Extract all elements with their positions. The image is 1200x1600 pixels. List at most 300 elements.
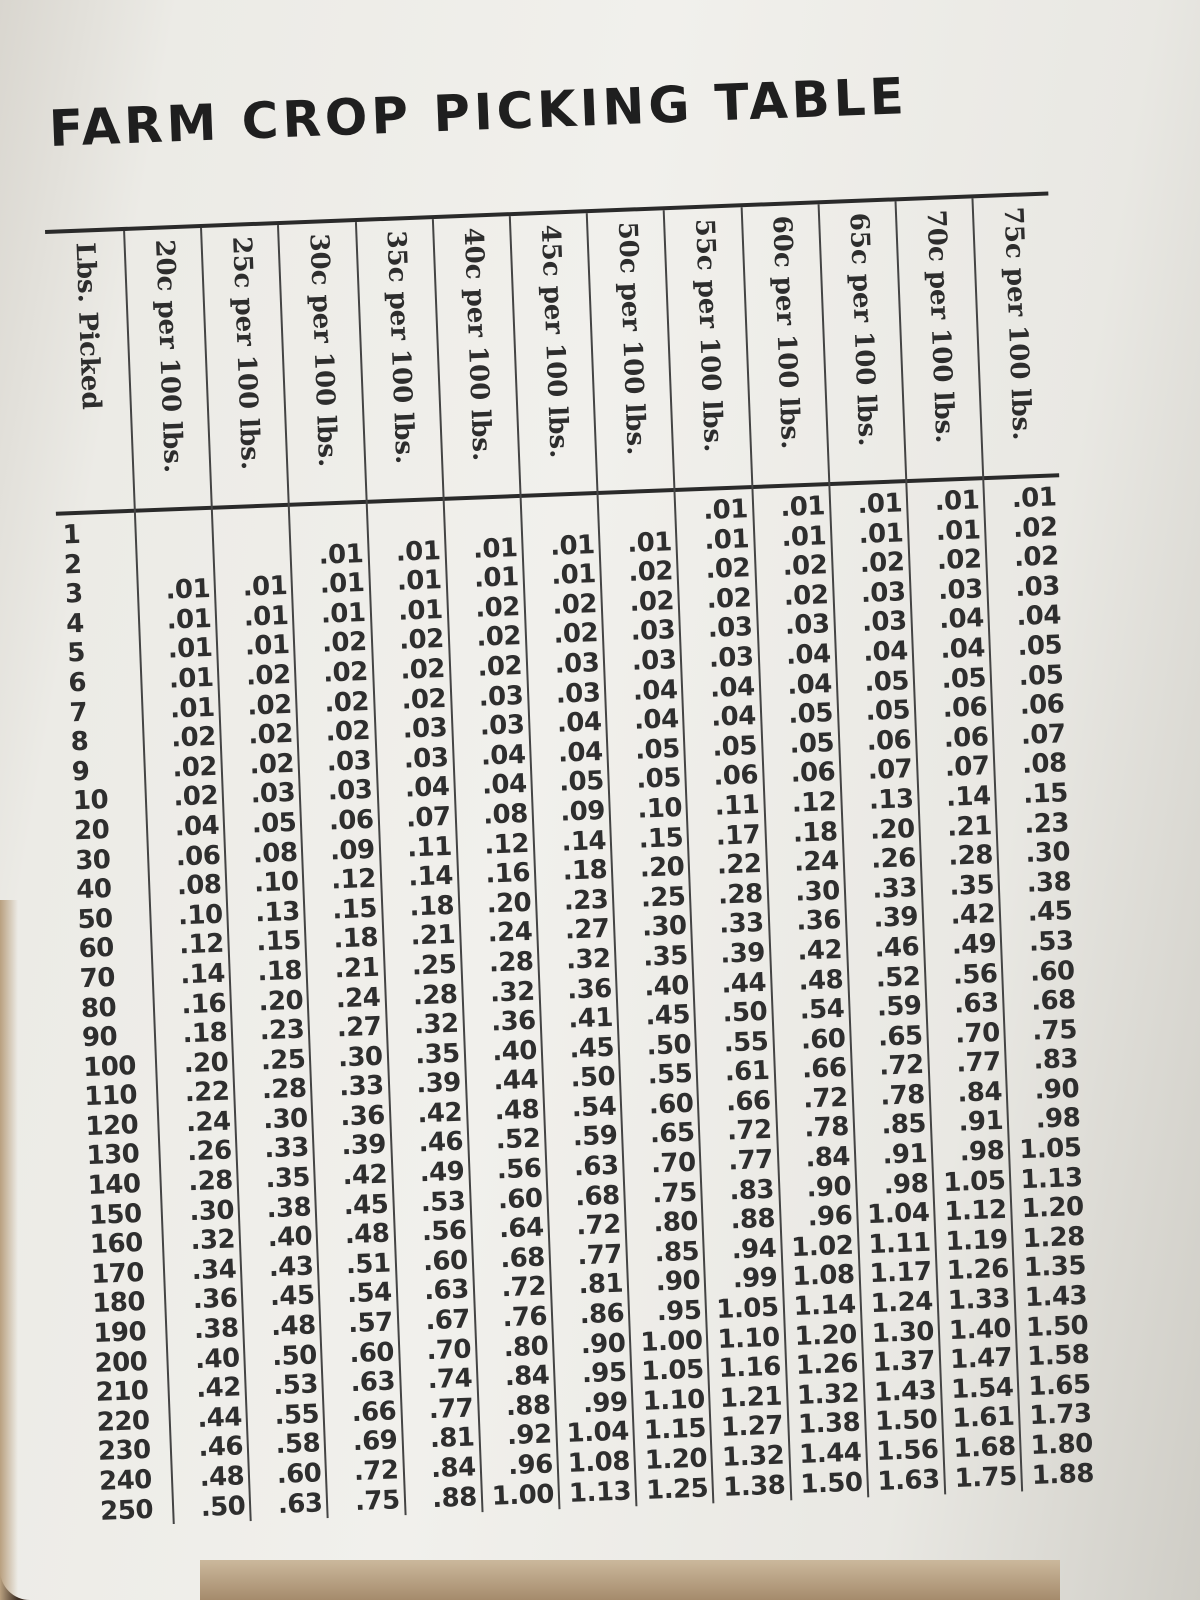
rate-value: .72 xyxy=(726,1115,773,1147)
rate-value: .16 xyxy=(484,857,531,890)
rate-value: .86 xyxy=(579,1298,625,1331)
rate-value: .04 xyxy=(785,639,832,671)
rate-value: .28 xyxy=(947,840,994,872)
column-header-label: 25c per 100 lbs. xyxy=(226,235,266,471)
rate-value: .75 xyxy=(1031,1014,1078,1047)
column-header xyxy=(974,195,1062,480)
rate-value: .18 xyxy=(256,955,303,988)
column-header xyxy=(125,228,213,513)
rate-value: .06 xyxy=(943,721,989,754)
rate-value: .04 xyxy=(862,636,909,668)
rate-value: 1.50 xyxy=(799,1467,864,1500)
rate-value: .05 xyxy=(558,766,605,799)
rate-value: .77 xyxy=(955,1047,1002,1079)
rate-value: .02 xyxy=(783,579,829,612)
rate-value: .54 xyxy=(346,1277,393,1310)
rate-value: .54 xyxy=(799,993,845,1026)
rate-value: .26 xyxy=(870,843,917,875)
rate-value: .06 xyxy=(790,757,836,790)
rate-value: 1.61 xyxy=(951,1402,1016,1435)
rate-value: .03 xyxy=(326,745,372,778)
rate-value: .28 xyxy=(261,1073,308,1106)
rate-value: .64 xyxy=(498,1212,545,1245)
rate-value: 1.05 xyxy=(1018,1132,1082,1166)
rate-value: .07 xyxy=(867,754,913,787)
rate-value: .03 xyxy=(707,612,753,645)
rate-value: .03 xyxy=(250,778,296,810)
rate-value: 1.20 xyxy=(644,1443,708,1476)
lbs-value: 170 xyxy=(90,1257,145,1290)
rate-value: .25 xyxy=(640,881,687,914)
rate-value: .88 xyxy=(505,1390,552,1422)
rate-value: .30 xyxy=(337,1041,384,1074)
rate-value: .01 xyxy=(549,529,596,562)
rate-value: .02 xyxy=(1012,511,1059,544)
rate-value: .05 xyxy=(940,662,987,695)
rate-value: 1.50 xyxy=(874,1405,938,1438)
rate-value: .88 xyxy=(729,1203,776,1236)
rate-value: 1.10 xyxy=(716,1322,781,1355)
rate-value: .58 xyxy=(275,1428,321,1461)
rate-value xyxy=(137,545,215,578)
rate-value: 1.05 xyxy=(942,1165,1006,1198)
rate-value: .18 xyxy=(332,923,379,955)
rate-value: .04 xyxy=(174,810,220,843)
rate-value: .28 xyxy=(488,946,535,979)
lbs-value: 190 xyxy=(92,1316,147,1349)
rate-value: .78 xyxy=(803,1112,850,1144)
rate-value: 1.21 xyxy=(719,1381,783,1414)
rate-value: 1.12 xyxy=(943,1195,1008,1228)
rate-value: .41 xyxy=(567,1002,614,1035)
rate-value: .50 xyxy=(570,1062,616,1094)
rate-value: .67 xyxy=(424,1304,471,1337)
rate-value: .05 xyxy=(864,695,911,728)
rate-value: 1.17 xyxy=(868,1257,933,1290)
lbs-value: 120 xyxy=(84,1109,139,1142)
rate-value: .03 xyxy=(555,677,601,710)
rate-value: .27 xyxy=(336,1011,382,1044)
rate-value: 1.24 xyxy=(870,1286,934,1320)
rate-value: .08 xyxy=(176,869,223,902)
rate-value: .04 xyxy=(632,674,679,707)
rate-value: .33 xyxy=(871,872,918,905)
rate-value: .07 xyxy=(1020,718,1067,751)
rate-value: .10 xyxy=(253,866,300,899)
rate-value: .85 xyxy=(880,1109,927,1142)
rate-value: .28 xyxy=(187,1165,234,1198)
rate-value: .30 xyxy=(262,1103,309,1136)
rate-value: .72 xyxy=(802,1082,849,1115)
rate-value: 1.80 xyxy=(1030,1428,1094,1462)
rate-value: 1.19 xyxy=(944,1224,1009,1258)
rate-value: 1.54 xyxy=(950,1372,1014,1405)
rate-value: .42 xyxy=(950,899,996,932)
rate-value: .32 xyxy=(189,1224,236,1257)
rate-value: .03 xyxy=(860,577,907,609)
rate-value: .18 xyxy=(408,890,455,923)
rate-value: .08 xyxy=(1021,748,1068,781)
rate-value: .80 xyxy=(503,1331,549,1363)
rate-value: .02 xyxy=(551,588,598,621)
rate-value: .15 xyxy=(331,893,378,926)
rate-value: .96 xyxy=(807,1201,853,1233)
rate-value: .30 xyxy=(1024,837,1071,869)
rate-value: 1.28 xyxy=(1022,1221,1086,1255)
rate-value: .01 xyxy=(857,488,903,520)
column-header xyxy=(202,225,290,510)
column-header xyxy=(742,204,830,489)
lbs-value: 200 xyxy=(93,1346,148,1379)
rate-value: .12 xyxy=(791,786,837,819)
rate-value: .48 xyxy=(494,1094,540,1127)
rate-value: 1.13 xyxy=(568,1476,632,1509)
rate-value: 1.26 xyxy=(946,1254,1010,1287)
rate-value: .52 xyxy=(495,1124,541,1156)
rate-value: .50 xyxy=(271,1340,318,1372)
rate-value: .43 xyxy=(268,1251,314,1284)
rate-value: .38 xyxy=(1026,866,1072,899)
rate-value: .02 xyxy=(782,550,828,583)
rate-value xyxy=(445,504,523,537)
rate-value: .63 xyxy=(277,1487,324,1520)
rate-value: .90 xyxy=(1033,1073,1080,1106)
rate-value: .52 xyxy=(875,961,921,994)
rate-value: .03 xyxy=(708,642,755,674)
rate-value: .40 xyxy=(194,1342,241,1375)
rate-value: .63 xyxy=(423,1274,470,1307)
rate-value: .01 xyxy=(243,600,289,633)
rate-value: .33 xyxy=(338,1070,385,1103)
rate-value: .01 xyxy=(169,692,216,725)
rate-value: .35 xyxy=(414,1038,461,1071)
rate-value: .38 xyxy=(193,1313,240,1346)
rate-value: .50 xyxy=(200,1490,246,1523)
rate-value: .75 xyxy=(651,1177,698,1210)
rate-value: .45 xyxy=(568,1032,615,1065)
lbs-value: 4 xyxy=(65,608,85,640)
rate-value: .83 xyxy=(728,1174,775,1207)
rate-value: 1.32 xyxy=(796,1378,860,1411)
lbs-value: 10 xyxy=(72,785,109,817)
rate-value: 1.50 xyxy=(1025,1310,1089,1343)
rate-value: .66 xyxy=(725,1085,772,1118)
rate-value: 1.26 xyxy=(795,1348,859,1382)
rate-value: .02 xyxy=(1013,541,1060,574)
rate-value xyxy=(214,542,292,575)
rate-value: .15 xyxy=(1022,778,1069,810)
rate-value: .88 xyxy=(431,1481,478,1514)
rate-value: .18 xyxy=(792,816,839,849)
rate-value: .25 xyxy=(411,949,457,982)
rate-value: 1.00 xyxy=(639,1325,704,1358)
rate-value: .01 xyxy=(244,630,291,662)
column-header-label: 65c per 100 lbs. xyxy=(843,212,883,447)
rate-value: .03 xyxy=(861,606,908,639)
column-header-label: 50c per 100 lbs. xyxy=(611,221,651,456)
lbs-value: 220 xyxy=(96,1405,151,1438)
rate-value: .06 xyxy=(175,840,221,872)
rate-value: .01 xyxy=(396,565,443,597)
rate-value: .01 xyxy=(319,568,365,600)
rate-value: .03 xyxy=(630,615,676,648)
rate-value: .44 xyxy=(720,967,767,1000)
rate-value xyxy=(599,498,677,531)
rate-value: .39 xyxy=(872,902,919,935)
rate-value: .01 xyxy=(858,517,904,550)
rate-value: .78 xyxy=(879,1079,926,1112)
rate-value: .56 xyxy=(952,958,999,991)
rate-value: .01 xyxy=(550,559,597,591)
rate-value: 1.65 xyxy=(1027,1369,1092,1402)
book-page-edge xyxy=(200,1560,1060,1600)
rate-value: .48 xyxy=(270,1310,317,1343)
column-header xyxy=(357,219,445,504)
rate-value: .50 xyxy=(646,1029,692,1062)
rate-value: .08 xyxy=(252,837,299,869)
rate-value: .05 xyxy=(787,698,834,730)
rate-value: .02 xyxy=(171,751,218,784)
rate-value: .18 xyxy=(562,855,608,887)
rate-value: .14 xyxy=(945,781,992,813)
rate-value: .91 xyxy=(881,1138,928,1171)
rate-value: .77 xyxy=(428,1393,474,1425)
rate-value: .95 xyxy=(656,1295,702,1328)
rate-value: 1.75 xyxy=(954,1461,1018,1494)
rate-value: 1.05 xyxy=(715,1292,780,1326)
rate-value: 1.88 xyxy=(1031,1458,1095,1491)
rate-value: 1.20 xyxy=(794,1319,858,1352)
rate-value: 1.68 xyxy=(952,1431,1017,1465)
rate-value: .01 xyxy=(626,526,673,559)
rate-value: .04 xyxy=(404,772,451,804)
rate-value: .39 xyxy=(415,1067,462,1100)
rate-value: 1.20 xyxy=(1020,1192,1085,1225)
rate-value: .09 xyxy=(559,795,606,828)
rate-value: .04 xyxy=(480,739,527,772)
rate-value: .01 xyxy=(164,574,211,606)
column-header xyxy=(665,207,753,492)
rate-value: .55 xyxy=(273,1399,320,1431)
lbs-value: 160 xyxy=(89,1228,144,1261)
rate-value: .60 xyxy=(348,1337,395,1369)
rate-value: .70 xyxy=(425,1334,472,1366)
rate-value: .05 xyxy=(788,727,835,760)
lbs-value: 50 xyxy=(76,903,114,935)
rate-value: 1.47 xyxy=(949,1342,1013,1376)
rate-value: .03 xyxy=(402,713,448,745)
rate-value: .60 xyxy=(800,1023,846,1056)
rate-value: .30 xyxy=(794,875,841,908)
rate-value: .04 xyxy=(939,633,986,665)
rate-value: .90 xyxy=(580,1328,626,1360)
rate-value: .28 xyxy=(717,878,764,911)
rate-value: .54 xyxy=(571,1091,617,1124)
rate-value: .01 xyxy=(395,535,441,568)
rate-value xyxy=(368,507,446,540)
rate-value: .01 xyxy=(397,594,444,627)
column-header xyxy=(434,216,522,501)
rate-value: 1.27 xyxy=(720,1410,784,1444)
rate-value: .84 xyxy=(956,1076,1003,1109)
rate-value: .01 xyxy=(1011,482,1057,515)
rate-value: .25 xyxy=(260,1044,306,1077)
rate-value: .14 xyxy=(407,860,454,893)
rate-value: .06 xyxy=(942,692,988,725)
rate-value: .32 xyxy=(413,1008,460,1041)
rate-value: 1.04 xyxy=(566,1416,630,1450)
rate-value: .98 xyxy=(1035,1103,1081,1136)
rate-value: .02 xyxy=(859,547,905,580)
rate-value: .61 xyxy=(724,1056,770,1088)
rate-value: .02 xyxy=(247,719,294,751)
rate-value: .02 xyxy=(248,748,295,781)
rate-value: .96 xyxy=(507,1449,554,1482)
rate-value: 1.35 xyxy=(1023,1251,1087,1284)
rate-value: .15 xyxy=(255,926,302,958)
column-header xyxy=(511,213,599,498)
lbs-value: 250 xyxy=(99,1494,154,1527)
rate-value: .02 xyxy=(476,650,523,683)
rate-value: 1.30 xyxy=(871,1316,935,1349)
rate-value: .66 xyxy=(351,1396,397,1428)
rate-value: .01 xyxy=(320,597,367,630)
rate-value: .06 xyxy=(1019,689,1065,722)
rate-value: .36 xyxy=(339,1100,386,1133)
rate-value: 1.05 xyxy=(640,1354,705,1388)
page-title: FARM CROP PICKING TABLE xyxy=(48,67,909,158)
rate-value: .02 xyxy=(246,689,293,722)
rate-value: 1.10 xyxy=(642,1384,706,1417)
column-header xyxy=(45,231,134,516)
rate-value: .21 xyxy=(334,952,380,985)
rate-value: 1.33 xyxy=(947,1283,1011,1317)
rate-value: .45 xyxy=(1027,896,1073,929)
rate-value: .13 xyxy=(868,784,915,816)
rate-value: .22 xyxy=(184,1076,230,1109)
rate-value: .02 xyxy=(321,627,368,660)
rate-value: .60 xyxy=(648,1088,694,1121)
rate-value: .45 xyxy=(644,999,691,1032)
rate-value: .55 xyxy=(647,1059,693,1091)
column-header-label: 40c per 100 lbs. xyxy=(457,227,497,462)
rate-value: .42 xyxy=(341,1159,388,1192)
rate-value: .72 xyxy=(353,1455,400,1488)
rate-value: 1.16 xyxy=(718,1351,782,1385)
rate-value: .02 xyxy=(628,585,675,618)
rate-value: .35 xyxy=(642,940,689,973)
rate-value: .02 xyxy=(245,659,292,692)
rate-value: .56 xyxy=(496,1153,542,1186)
rate-value: .20 xyxy=(639,852,685,884)
column-header-label: 45c per 100 lbs. xyxy=(534,224,574,459)
rate-value: 1.56 xyxy=(875,1434,940,1467)
rate-value: .04 xyxy=(481,769,528,801)
rate-value: .56 xyxy=(421,1215,468,1248)
rate-value: .76 xyxy=(501,1301,548,1334)
rate-value: .74 xyxy=(427,1363,473,1396)
rate-value: .39 xyxy=(340,1130,387,1162)
rate-value: 1.38 xyxy=(797,1408,861,1441)
rate-value xyxy=(213,513,291,546)
rate-value: .98 xyxy=(883,1168,929,1201)
rate-value: .02 xyxy=(323,686,370,719)
rate-value: .06 xyxy=(712,760,759,793)
rate-value: .14 xyxy=(560,825,607,858)
rate-value: .07 xyxy=(405,801,452,834)
rate-value: .04 xyxy=(938,603,985,636)
rate-value: .13 xyxy=(254,896,301,929)
lbs-value: 40 xyxy=(75,874,113,906)
lbs-value: 2 xyxy=(63,549,83,581)
rate-value: .20 xyxy=(183,1047,229,1079)
rate-value: 1.38 xyxy=(722,1470,786,1503)
rate-value: 1.08 xyxy=(791,1260,856,1293)
rate-value: .68 xyxy=(1030,985,1077,1017)
rate-value: .05 xyxy=(634,733,681,766)
rate-value: .40 xyxy=(267,1221,313,1254)
rate-value: .49 xyxy=(419,1156,465,1189)
rate-value: .46 xyxy=(417,1127,464,1159)
lbs-value: 1 xyxy=(62,519,81,551)
rate-value: .51 xyxy=(345,1248,392,1281)
rate-value: .04 xyxy=(1015,600,1062,633)
rate-value: .20 xyxy=(486,887,532,920)
rate-value: .32 xyxy=(565,943,612,976)
rate-value: .02 xyxy=(552,618,599,651)
rate-value: .01 xyxy=(934,485,980,518)
lbs-value: 60 xyxy=(78,933,115,965)
rate-value: 1.43 xyxy=(1024,1280,1088,1314)
column-header-label: 60c per 100 lbs. xyxy=(766,215,806,450)
rate-value: .72 xyxy=(878,1050,925,1082)
rate-value: 1.44 xyxy=(798,1437,862,1470)
rate-value: .02 xyxy=(936,544,983,577)
rate-value: .09 xyxy=(329,834,376,867)
rate-value: .99 xyxy=(582,1387,629,1420)
lbs-value: 8 xyxy=(70,726,89,758)
rate-value: .70 xyxy=(954,1017,1001,1050)
lbs-value: 130 xyxy=(86,1139,140,1172)
rate-value: .46 xyxy=(874,931,920,964)
lbs-value: 210 xyxy=(95,1376,150,1409)
rate-value: .45 xyxy=(269,1280,316,1313)
rate-value: .84 xyxy=(430,1452,477,1485)
rate-value: .17 xyxy=(715,819,761,852)
rate-value: .53 xyxy=(1028,925,1075,958)
rate-value: 1.11 xyxy=(867,1227,932,1260)
rate-value: .60 xyxy=(1029,955,1076,988)
rate-value: .11 xyxy=(714,789,760,822)
rate-value: .35 xyxy=(264,1162,311,1195)
rate-value: .21 xyxy=(946,810,993,843)
column-header xyxy=(897,198,985,483)
rate-value: 1.32 xyxy=(721,1440,785,1473)
rate-value: .04 xyxy=(557,736,604,769)
rate-value xyxy=(136,516,214,549)
rate-value: .14 xyxy=(179,958,226,991)
rate-value: .05 xyxy=(635,763,682,796)
rate-value: 1.25 xyxy=(645,1473,709,1506)
rate-value: .04 xyxy=(633,704,680,736)
rate-value: .84 xyxy=(804,1141,851,1174)
rate-value: .11 xyxy=(406,831,453,864)
rate-value: .33 xyxy=(263,1133,310,1165)
rate-value: 1.37 xyxy=(872,1345,936,1379)
rate-value: .33 xyxy=(718,908,765,940)
rate-value: .02 xyxy=(170,721,217,754)
rate-value: .50 xyxy=(722,996,768,1029)
